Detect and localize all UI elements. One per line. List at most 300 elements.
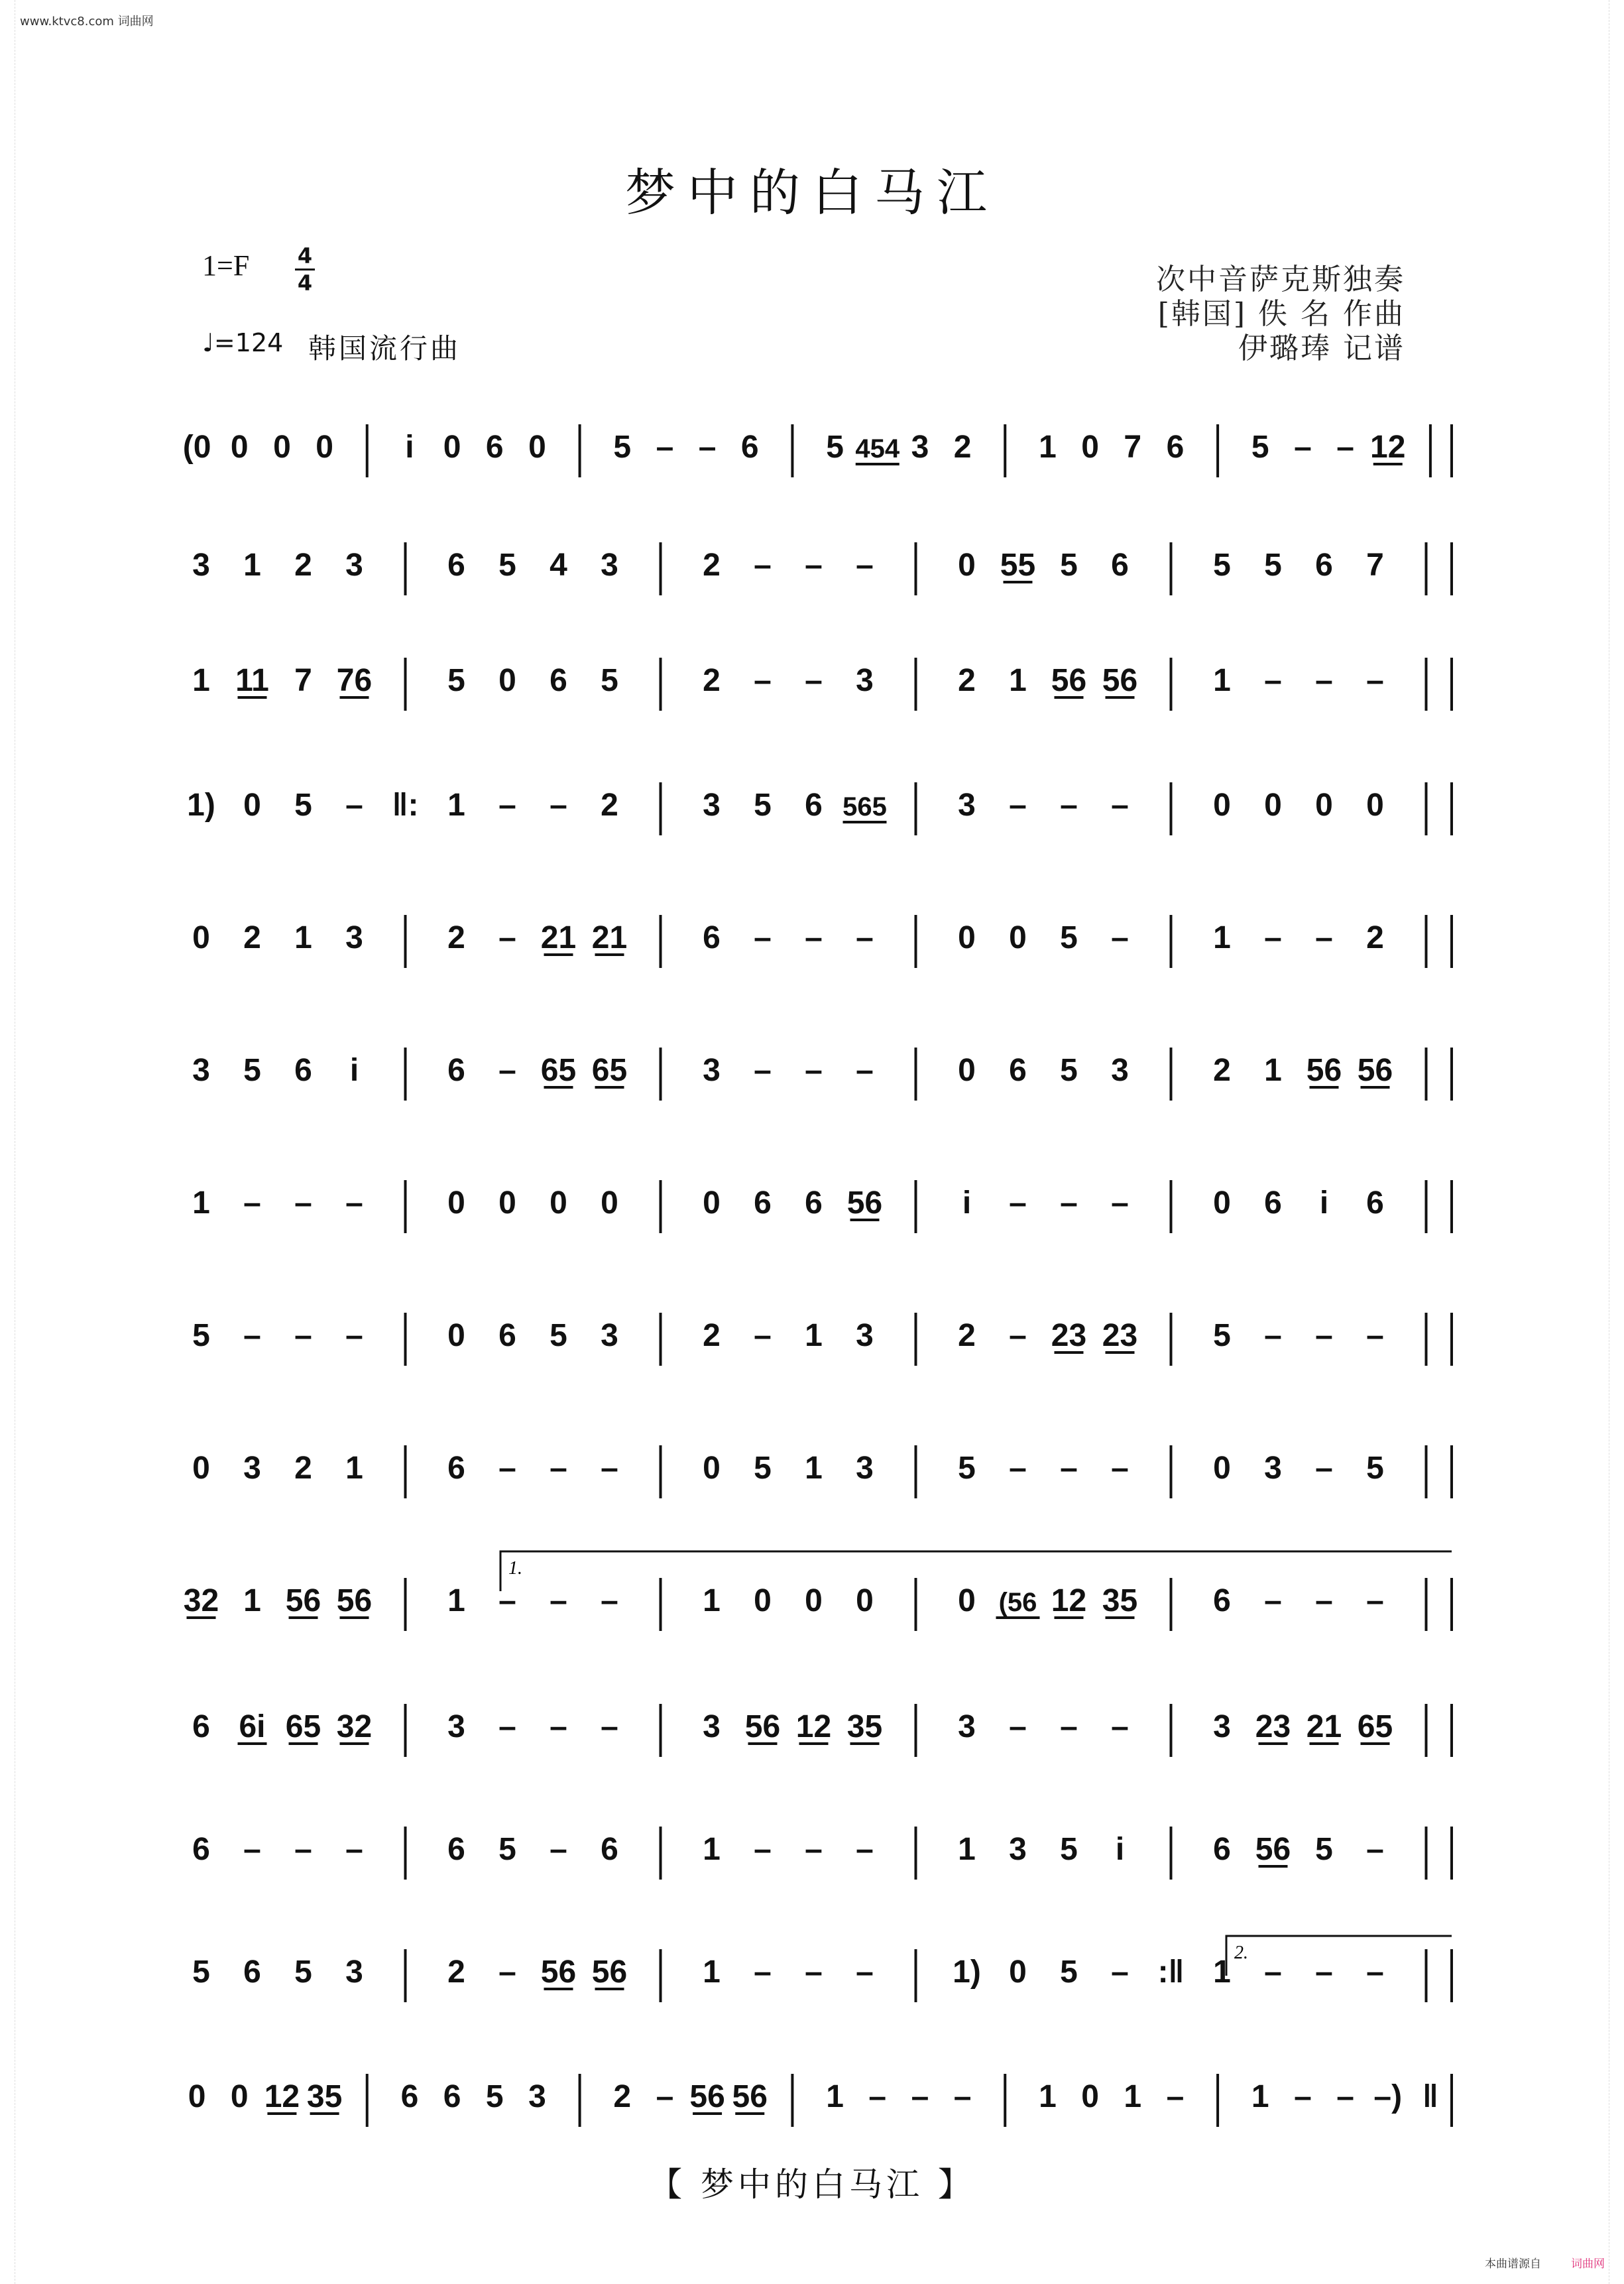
note: 0 [1009, 920, 1027, 955]
note: 3 [1264, 1451, 1282, 1486]
note: 1 [447, 788, 465, 823]
note: – [1111, 1709, 1129, 1744]
note: – [498, 1583, 516, 1618]
note: 2 [294, 1451, 312, 1486]
note: 3 [958, 788, 976, 823]
note: 23 [1102, 1318, 1138, 1353]
note: i [1115, 1832, 1125, 1867]
note: – [1111, 1954, 1129, 1990]
note: 1 [826, 2079, 844, 2114]
time-signature-bottom: 4 [297, 270, 313, 296]
credit-arranger: 伊璐琫 记谱 [1238, 331, 1405, 365]
note: 56 [285, 1583, 321, 1618]
note: 3 [345, 1954, 363, 1990]
note: 3 [1213, 1709, 1231, 1744]
note: 65 [540, 1053, 577, 1088]
note: 7 [1366, 548, 1384, 583]
note: – [1009, 1318, 1027, 1353]
note: 21 [591, 920, 628, 955]
note: – [243, 1318, 261, 1353]
volta-label: 1. [508, 1558, 522, 1579]
note: – [345, 1185, 363, 1221]
note: 0 [805, 1583, 823, 1618]
note: 65 [285, 1709, 321, 1744]
note: 5 [754, 1451, 772, 1486]
note: 56 [1051, 663, 1087, 698]
corner-brand: 词曲网 [1571, 2257, 1605, 2271]
note: 0 [192, 1451, 210, 1486]
note: 5 [826, 430, 844, 465]
note: 6 [447, 1832, 465, 1867]
note: 5 [485, 2079, 504, 2114]
note: 0 [447, 1185, 465, 1221]
note: 56 [1306, 1053, 1342, 1088]
note: 0 [192, 920, 210, 955]
note: 0 [1213, 1185, 1231, 1221]
note: 6 [1009, 1053, 1027, 1088]
note: 6 [703, 920, 721, 955]
note: 56 [689, 2079, 725, 2114]
note: 1 [294, 920, 312, 955]
note: 1) [187, 788, 215, 823]
note: 5 [498, 1832, 516, 1867]
note: (56 [998, 1588, 1037, 1617]
note: 0 [188, 2079, 206, 2114]
note: 6 [443, 2079, 461, 2114]
note: 6 [400, 2079, 419, 2114]
note: – [1264, 1954, 1282, 1990]
note: 2 [447, 1954, 465, 1990]
note: 3 [192, 548, 210, 583]
note: 0 [498, 663, 516, 698]
note: 3 [447, 1709, 465, 1744]
note: – [294, 1185, 312, 1221]
note: – [601, 1583, 618, 1618]
note: – [1315, 1318, 1333, 1353]
note: – [805, 548, 823, 583]
note: 2 [294, 548, 312, 583]
note: 2 [613, 2079, 632, 2114]
note: 3 [958, 1709, 976, 1744]
note: – [754, 1053, 772, 1088]
note: 0 [1213, 788, 1231, 823]
note: 1 [192, 663, 210, 698]
note: – [1166, 2079, 1185, 2114]
note: 1 [447, 1583, 465, 1618]
note: 2 [703, 1318, 721, 1353]
note: – [498, 1954, 516, 1990]
note: – [1111, 788, 1129, 823]
note: 5 [1060, 548, 1078, 583]
note: 6 [1315, 548, 1333, 583]
note: – [1009, 1709, 1027, 1744]
note: 2 [601, 788, 618, 823]
note: 5 [1060, 1954, 1078, 1990]
note: 1 [1213, 1954, 1231, 1990]
note: 2 [1366, 920, 1384, 955]
note: (0 [182, 430, 211, 465]
note: 1 [1213, 663, 1231, 698]
note: 0 [447, 1318, 465, 1353]
note: – [1366, 663, 1384, 698]
note: 0 [1081, 2079, 1099, 2114]
note: – [1111, 1451, 1129, 1486]
note: i [1319, 1185, 1329, 1221]
note: 6 [1213, 1832, 1231, 1867]
note: 23 [1051, 1318, 1087, 1353]
note: 21 [540, 920, 577, 955]
note: 5 [613, 430, 632, 465]
note: 3 [856, 663, 874, 698]
note: 3 [1009, 1832, 1027, 1867]
note: 6 [498, 1318, 516, 1353]
note: – [1366, 1318, 1384, 1353]
note: 2 [703, 548, 721, 583]
note: 12 [795, 1709, 832, 1744]
note: 1 [192, 1185, 210, 1221]
note: – [856, 1832, 874, 1867]
note: – [953, 2079, 972, 2114]
note: 3 [528, 2079, 546, 2114]
note: 5 [1315, 1832, 1333, 1867]
note: – [1009, 1451, 1027, 1486]
note: – [1060, 788, 1078, 823]
note: – [345, 1832, 363, 1867]
note: 6 [1166, 430, 1185, 465]
note: 5 [192, 1954, 210, 1990]
note: 0 [1081, 430, 1099, 465]
note: 76 [336, 663, 373, 698]
note: – [1366, 1583, 1384, 1618]
note: – [1315, 663, 1333, 698]
note: – [805, 1053, 823, 1088]
note: 2 [1213, 1053, 1231, 1088]
footer-title: 【 梦中的白马江 】 [649, 2165, 975, 2204]
repeat-barline: ‖: [392, 788, 419, 823]
note: 3 [911, 430, 929, 465]
site-url: www.ktvc8.com 词曲网 [20, 15, 154, 29]
note: 5 [1213, 1318, 1231, 1353]
note: – [656, 2079, 674, 2114]
note: 6 [243, 1954, 261, 1990]
note: 3 [856, 1318, 874, 1353]
note: 565 [842, 792, 887, 821]
note: – [911, 2079, 929, 2114]
corner-note: 本曲谱源自 [1485, 2257, 1541, 2271]
note: – [1315, 1583, 1333, 1618]
note: – [805, 920, 823, 955]
note: 56 [732, 2079, 768, 2114]
note: 0 [550, 1185, 567, 1221]
note: 6 [447, 1451, 465, 1486]
note: – [856, 548, 874, 583]
note: 7 [1124, 430, 1142, 465]
note: 6 [1111, 548, 1129, 583]
note: 56 [846, 1185, 883, 1221]
note: –) [1373, 2079, 1403, 2114]
note: 23 [1255, 1709, 1291, 1744]
note: – [805, 1832, 823, 1867]
note: 3 [345, 920, 363, 955]
note: 6 [192, 1709, 210, 1744]
note: 454 [855, 434, 900, 463]
note: 1) [953, 1954, 981, 1990]
note: 1 [958, 1832, 976, 1867]
note: 0 [703, 1451, 721, 1486]
note: 0 [958, 1053, 976, 1088]
note: 5 [601, 663, 618, 698]
note: – [1366, 1832, 1384, 1867]
note: 3 [703, 788, 721, 823]
note: 0 [1366, 788, 1384, 823]
note: 56 [1102, 663, 1138, 698]
note: 0 [958, 920, 976, 955]
note: 65 [1357, 1709, 1393, 1744]
note: 35 [1102, 1583, 1138, 1618]
note: 65 [591, 1053, 628, 1088]
note: – [550, 1583, 567, 1618]
note: – [754, 920, 772, 955]
note: – [243, 1185, 261, 1221]
note: 5 [1060, 1832, 1078, 1867]
note: 21 [1306, 1709, 1342, 1744]
note: 12 [1051, 1583, 1087, 1618]
note: 55 [1000, 548, 1036, 583]
note: 0 [230, 2079, 249, 2114]
note: – [1264, 1318, 1282, 1353]
note: 5 [498, 548, 516, 583]
note: – [550, 1832, 567, 1867]
note: 5 [1264, 548, 1282, 583]
note: 5 [1366, 1451, 1384, 1486]
note: 3 [243, 1451, 261, 1486]
note: 0 [443, 430, 461, 465]
note: 6 [550, 663, 567, 698]
note: 6 [1264, 1185, 1282, 1221]
credit-instrument: 次中音萨克斯独奏 [1156, 263, 1405, 296]
note: – [601, 1709, 618, 1744]
note: 6i [239, 1709, 266, 1744]
note: 6 [1366, 1185, 1384, 1221]
note: – [550, 1709, 567, 1744]
note: 6 [294, 1053, 312, 1088]
volta-label: 2. [1234, 1943, 1248, 1963]
note: 0 [528, 430, 546, 465]
note: 6 [192, 1832, 210, 1867]
note: 3 [601, 548, 618, 583]
note: 1 [1039, 2079, 1057, 2114]
note: 1 [1251, 2079, 1269, 2114]
note: 11 [235, 663, 269, 698]
note: – [1294, 2079, 1312, 2114]
note: – [805, 1954, 823, 1990]
note: 5 [1251, 430, 1269, 465]
note: 2 [703, 663, 721, 698]
note: – [498, 920, 516, 955]
note: – [754, 1318, 772, 1353]
note: – [856, 1954, 874, 1990]
note: 4 [550, 548, 567, 583]
note: – [498, 1451, 516, 1486]
note: – [1264, 1583, 1282, 1618]
note: – [1294, 430, 1312, 465]
note: 6 [447, 548, 465, 583]
note: 2 [447, 920, 465, 955]
note: 1 [805, 1451, 823, 1486]
note: 56 [336, 1583, 373, 1618]
genre-label: 韩国流行曲 [308, 332, 461, 365]
note: 1 [1213, 920, 1231, 955]
note: – [754, 548, 772, 583]
note: 3 [601, 1318, 618, 1353]
note: 5 [294, 1954, 312, 1990]
note: 2 [243, 920, 261, 955]
note: – [1111, 920, 1129, 955]
note: – [294, 1318, 312, 1353]
note: 6 [485, 430, 504, 465]
note: – [1366, 1954, 1384, 1990]
note: 0 [230, 430, 249, 465]
note: 1 [1039, 430, 1057, 465]
volta-bracket [500, 1551, 1452, 1591]
note: 56 [1255, 1832, 1291, 1867]
note: – [1060, 1185, 1078, 1221]
note: 6 [805, 1185, 823, 1221]
note: – [754, 1954, 772, 1990]
note: – [1060, 1709, 1078, 1744]
note: – [754, 663, 772, 698]
time-signature-top: 4 [297, 243, 313, 269]
note: – [1009, 1185, 1027, 1221]
note: 5 [192, 1318, 210, 1353]
tempo-marking: ♩=124 [202, 328, 284, 357]
note: 1 [243, 548, 261, 583]
note: – [1009, 788, 1027, 823]
note: 56 [591, 1954, 628, 1990]
note: 3 [703, 1053, 721, 1088]
note: 5 [550, 1318, 567, 1353]
note: 5 [1060, 920, 1078, 955]
note: – [1336, 430, 1354, 465]
note: – [805, 663, 823, 698]
note: 1 [703, 1832, 721, 1867]
note: – [856, 1053, 874, 1088]
note: 3 [345, 548, 363, 583]
note: 0 [1213, 1451, 1231, 1486]
note: i [405, 430, 414, 465]
note: 6 [805, 788, 823, 823]
note: 0 [601, 1185, 618, 1221]
note: – [601, 1451, 618, 1486]
note: 1 [345, 1451, 363, 1486]
note: – [1315, 1954, 1333, 1990]
note: – [698, 430, 717, 465]
note: 1 [1124, 2079, 1142, 2114]
repeat-barline: ‖ [1422, 2079, 1438, 2114]
note: – [1336, 2079, 1354, 2114]
note: 1 [703, 1583, 721, 1618]
note: 3 [703, 1709, 721, 1744]
note: 3 [856, 1451, 874, 1486]
note: 5 [958, 1451, 976, 1486]
note: 6 [601, 1832, 618, 1867]
note: 5 [294, 788, 312, 823]
note: – [1111, 1185, 1129, 1221]
note: 0 [703, 1185, 721, 1221]
key-signature: 1=F [202, 249, 250, 282]
note: – [754, 1832, 772, 1867]
note: 0 [958, 1583, 976, 1618]
note: 0 [856, 1583, 874, 1618]
note: 32 [183, 1583, 219, 1618]
note: 0 [1315, 788, 1333, 823]
note: 5 [243, 1053, 261, 1088]
note: i [962, 1185, 972, 1221]
note: 6 [1213, 1583, 1231, 1618]
note: – [498, 1709, 516, 1744]
note: 32 [336, 1709, 373, 1744]
note: 0 [316, 430, 333, 465]
note: 6 [740, 430, 759, 465]
volta-bracket [1226, 1936, 1452, 1976]
note: – [345, 788, 363, 823]
note: – [1060, 1451, 1078, 1486]
note: – [498, 1053, 516, 1088]
note: – [550, 1451, 567, 1486]
note: 5 [1213, 548, 1231, 583]
note: 2 [953, 430, 972, 465]
note: – [1315, 1451, 1333, 1486]
note: – [550, 788, 567, 823]
note: 6 [447, 1053, 465, 1088]
note: 1 [805, 1318, 823, 1353]
note: 12 [264, 2079, 300, 2114]
note: 56 [744, 1709, 781, 1744]
note: – [1315, 920, 1333, 955]
note: 5 [447, 663, 465, 698]
note: i [349, 1053, 359, 1088]
credit-composer: [韩国] 佚 名 作曲 [1157, 297, 1405, 331]
note: – [1264, 663, 1282, 698]
note: 3 [192, 1053, 210, 1088]
note: 0 [273, 430, 291, 465]
note: 0 [243, 788, 261, 823]
note: 0 [754, 1583, 772, 1618]
note: 1 [703, 1954, 721, 1990]
note: – [243, 1832, 261, 1867]
note: – [498, 788, 516, 823]
note: 35 [306, 2079, 343, 2114]
note: 35 [846, 1709, 883, 1744]
note: 6 [754, 1185, 772, 1221]
note: – [868, 2079, 887, 2114]
note: 2 [958, 663, 976, 698]
note: 3 [1111, 1053, 1129, 1088]
note: – [656, 430, 674, 465]
note: – [856, 920, 874, 955]
note: – [1264, 920, 1282, 955]
note: 5 [754, 788, 772, 823]
note: 1 [1009, 663, 1027, 698]
note: 1 [1264, 1053, 1282, 1088]
note: 0 [1009, 1954, 1027, 1990]
note: 7 [294, 663, 312, 698]
note: 56 [1357, 1053, 1393, 1088]
note: 12 [1370, 430, 1406, 465]
note: 0 [958, 548, 976, 583]
note: – [294, 1832, 312, 1867]
note: – [345, 1318, 363, 1353]
